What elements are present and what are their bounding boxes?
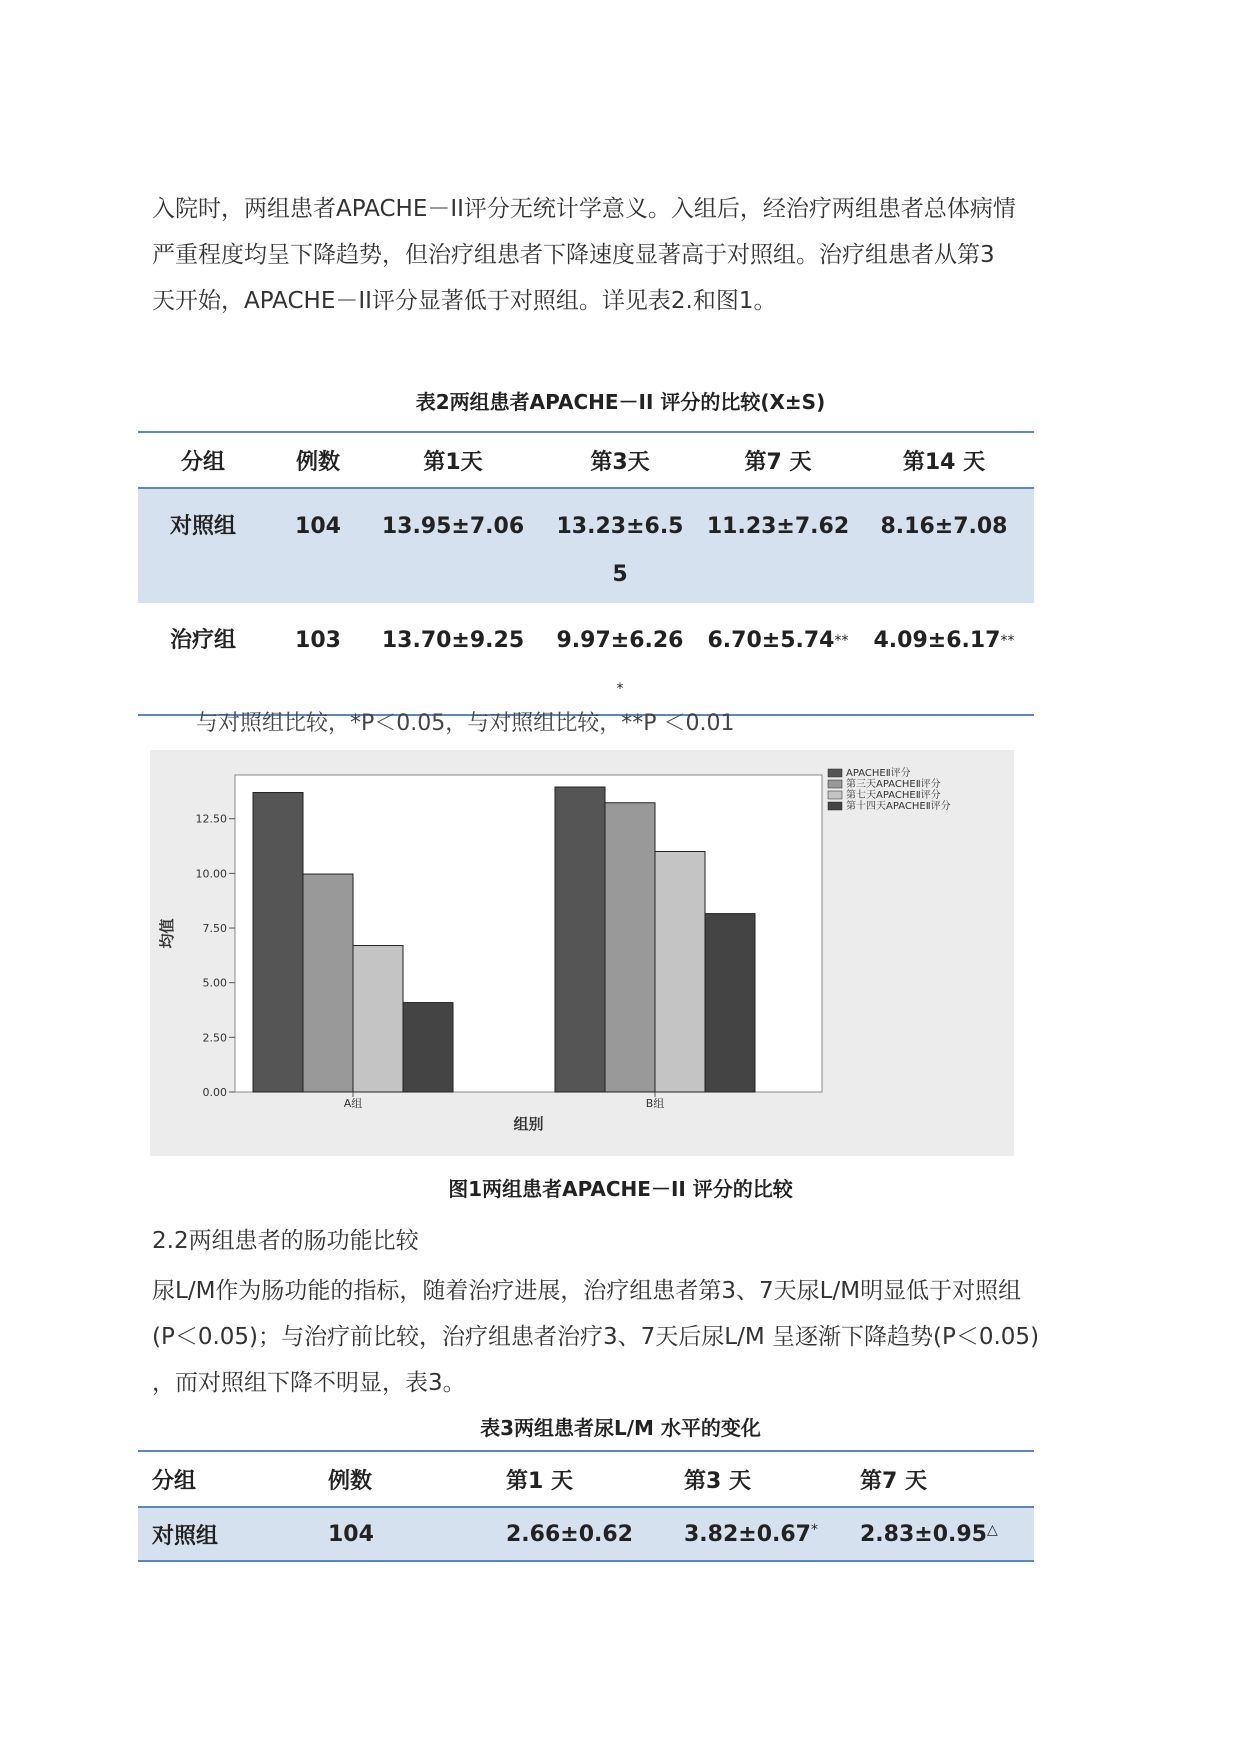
table3-header-day7: 第7 天 [846,1451,1034,1507]
table2-header-day1: 第1天 [368,432,538,488]
table2-header-n: 例数 [268,432,368,488]
figure1-caption: 图1两组患者APACHE－II 评分的比较 [448,1177,793,1201]
cell-day14: 8.16±7.08 [854,488,1034,603]
y-tick-label: 2.50 [202,1031,227,1045]
cell-day3 [670,1507,846,1561]
cell-day3 [538,603,702,715]
cell-n: 104 [314,1507,492,1561]
table3-caption: 表3两组患者尿L/M 水平的变化 [480,1416,761,1440]
intro-line-2: 严重程度均呈下降趋势，但治疗组患者下降速度显著高于对照组。治疗组患者从第3 [152,242,995,268]
bar [253,792,303,1092]
cell-day1: 2.66±0.62 [492,1507,670,1561]
cell-n: 103 [268,603,368,715]
bar [605,803,655,1092]
cell-day3-value: 3.82±0.67 [684,1521,811,1547]
table-row [138,488,1034,603]
table2-header-day14: 第14 天 [854,432,1034,488]
y-tick-label: 7.50 [202,922,227,936]
cell-day3-part1: 9.97±6.26 [556,628,684,653]
bar [303,874,353,1092]
legend-swatch [828,780,842,788]
section-heading: 2.2两组患者的肠功能比较 [152,1228,419,1254]
table2-header-day3: 第3天 [538,432,702,488]
figure1-chart [150,750,1014,1156]
bar-chart-svg [150,750,1014,1156]
intro-line-1: 入院时，两组患者APACHE－II评分无统计学意义。入组后，经治疗两组患者总体病情 [152,196,1016,222]
section-paragraph [152,1268,1102,1406]
section-line-2: (P＜0.05)；与治疗前比较，治疗组患者治疗3、7天后尿L/M 呈逐渐下降趋势(P＜0.05) [152,1324,1040,1350]
x-tick-label: B组 [645,1097,665,1110]
table2-caption: 表2两组患者APACHE－II 评分的比较(X±S) [415,390,826,414]
bar [705,914,755,1092]
table3-header-group: 分组 [138,1451,314,1507]
cell-day14-mark: ** [1000,633,1015,649]
y-tick-label: 10.00 [195,867,227,881]
y-tick-label: 5.00 [202,976,227,990]
bar [353,946,403,1092]
table2 [138,431,1034,716]
y-axis-label: 均值 [158,918,176,949]
intro-paragraph [152,186,1102,324]
y-tick-label: 0.00 [202,1086,227,1099]
section-line-3: ，而对照组下降不明显，表3。 [152,1370,466,1396]
cell-day14-value: 4.09±6.17 [873,628,1001,653]
legend-label: 第七天APACHEⅡ评分 [846,790,941,801]
cell-n: 104 [268,488,368,603]
legend-swatch [828,802,842,810]
cell-day7-mark: ** [834,633,849,649]
cell-day14 [854,603,1034,715]
table2-header-row [138,432,1034,488]
table3-header-n: 例数 [314,1451,492,1507]
section-line-1: 尿L/M作为肠功能的指标，随着治疗进展，治疗组患者第3、7天尿L/M明显低于对照组 [152,1278,1022,1304]
table-row [138,603,1034,715]
table-row [138,1507,1034,1561]
cell-day7-value: 2.83±0.95 [860,1521,987,1547]
table3-header-day1: 第1 天 [492,1451,670,1507]
bar [655,852,705,1092]
bar [555,787,605,1092]
cell-day3-mark: * [616,681,624,697]
cell-day7: 11.23±7.62 [702,488,854,603]
table3-header-row [138,1451,1034,1507]
cell-day7 [846,1507,1034,1561]
cell-day3-part1: 13.23±6.5 [556,514,684,539]
cell-group: 治疗组 [138,603,268,715]
legend-swatch [828,769,842,777]
cell-group: 对照组 [138,1507,314,1561]
bar [403,1003,453,1092]
cell-day3-mark: * [811,1521,818,1538]
table3-header-day3: 第3 天 [670,1451,846,1507]
table2-header-day7: 第7 天 [702,432,854,488]
cell-day7-mark: △ [987,1521,998,1538]
legend-label: APACHEⅡ评分 [846,768,911,779]
intro-line-3: 天开始，APACHE－II评分显著低于对照组。详见表2.和图1。 [152,288,777,314]
legend-label: 第三天APACHEⅡ评分 [846,779,941,790]
x-tick-label: A组 [343,1097,363,1110]
cell-day1: 13.70±9.25 [368,603,538,715]
cell-day3 [538,488,702,603]
y-tick-label: 12.50 [195,812,227,826]
legend-swatch [828,791,842,799]
table3 [138,1450,1034,1562]
x-axis-label: 组别 [513,1115,544,1133]
cell-day7-value: 6.70±5.74 [707,628,835,653]
table2-note: 与对照组比较，*P＜0.05，与对照组比较，**P ＜0.01 [196,711,735,736]
table2-header-group: 分组 [138,432,268,488]
cell-day7 [702,603,854,715]
cell-day3-part2: 5 [612,562,628,587]
legend-label: 第十四天APACHEⅡ评分 [846,801,951,812]
cell-group: 对照组 [138,488,268,603]
cell-day1: 13.95±7.06 [368,488,538,603]
